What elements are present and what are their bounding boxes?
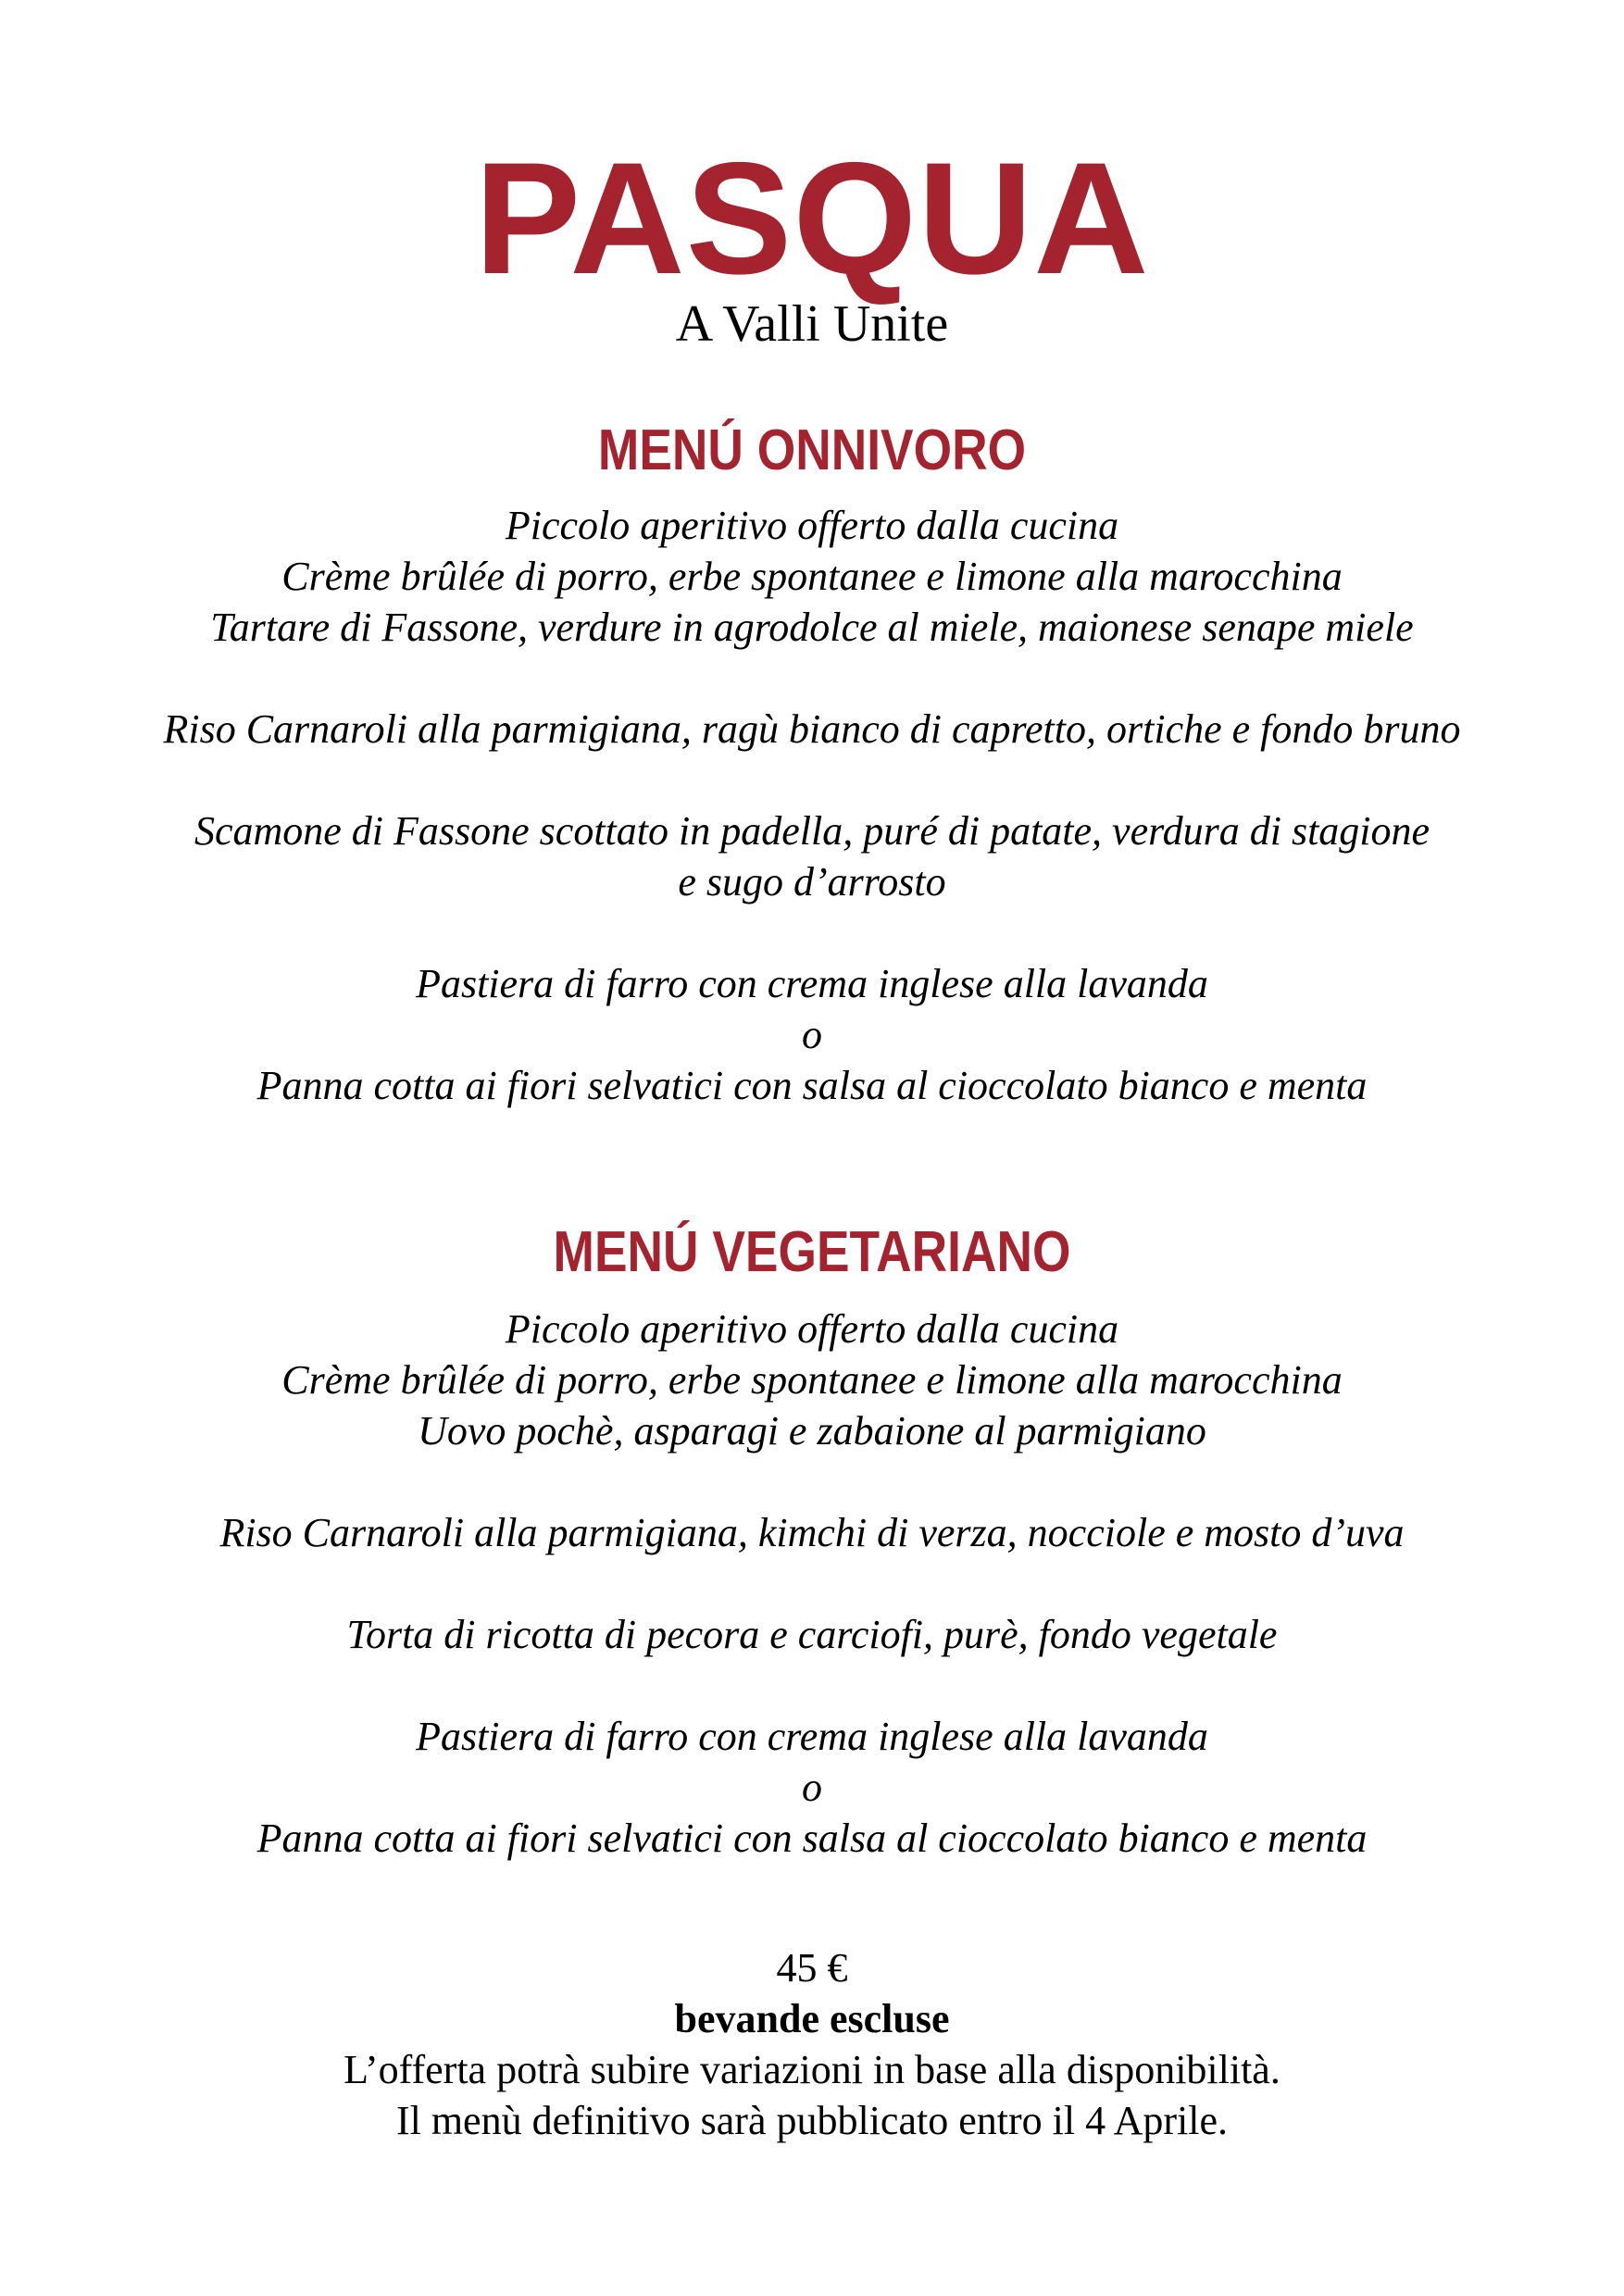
- spacer: [0, 1456, 1624, 1507]
- dish-main-course: Torta di ricotta di pecora e carciofi, purè, fondo vegetale: [346, 1612, 1278, 1657]
- drinks-note: bevande escluse: [674, 1996, 950, 2041]
- dish-starter: Tartare di Fassone, verdure in agrodolce al miele, maionese senape miele: [210, 605, 1414, 650]
- dish-starter: Crème brûlée di porro, erbe spontanee e limone alla marocchina: [281, 554, 1343, 599]
- dish-first-course: Riso Carnaroli alla parmigiana, kimchi di verza, nocciole e mosto d’uva: [219, 1510, 1405, 1555]
- page-subtitle: A Valli Unite: [675, 295, 949, 353]
- publish-note: Il menù definitivo sarà pubblicato entro il 4 Aprile.: [395, 2098, 1229, 2143]
- dish-dessert-a: Pastiera di farro con crema inglese alla lavanda: [416, 961, 1208, 1006]
- spacer: [0, 653, 1624, 704]
- availability-note: L’offerta potrà subire variazioni in base alla disponibilità.: [344, 2047, 1280, 2092]
- dish-dessert-b: Panna cotta ai fiori selvatici con salsa al cioccolato bianco e menta: [256, 1816, 1368, 1861]
- dessert-or: o: [802, 1765, 822, 1810]
- dish-starter: Crème brûlée di porro, erbe spontanee e limone alla marocchina: [281, 1357, 1343, 1403]
- menu-vegetariano-dishes: [0, 1304, 1624, 1864]
- spacer: [0, 755, 1624, 805]
- spacer: [0, 1558, 1624, 1609]
- dish-main-course-continued: e sugo d’arrosto: [678, 859, 946, 905]
- dish-starter: Piccolo aperitivo offerto dalla cucina: [505, 1306, 1119, 1352]
- dish-starter: Uovo pochè, asparagi e zabaione al parmigiano: [418, 1408, 1206, 1454]
- dish-first-course: Riso Carnaroli alla parmigiana, ragù bianco di capretto, ortiche e fondo bruno: [163, 706, 1461, 752]
- menu-onnivoro-heading: MENÚ ONNIVORO: [597, 418, 1027, 482]
- spacer: [0, 1660, 1624, 1711]
- menu-onnivoro-dishes: [0, 500, 1624, 1111]
- dessert-or: o: [802, 1012, 822, 1057]
- dish-main-course: Scamone di Fassone scottato in padella, puré di patate, verdura di stagione: [194, 808, 1430, 854]
- dish-dessert-b: Panna cotta ai fiori selvatici con salsa al cioccolato bianco e menta: [256, 1063, 1368, 1108]
- menu-vegetariano-heading: MENÚ VEGETARIANO: [553, 1220, 1071, 1284]
- page-title: PASQUA: [474, 130, 1150, 307]
- dish-starter: Piccolo aperitivo offerto dalla cucina: [505, 503, 1119, 548]
- price-section: [0, 1942, 1624, 2146]
- price-value: 45 €: [776, 1945, 848, 1990]
- dish-dessert-a: Pastiera di farro con crema inglese alla lavanda: [416, 1714, 1208, 1759]
- spacer: [0, 907, 1624, 958]
